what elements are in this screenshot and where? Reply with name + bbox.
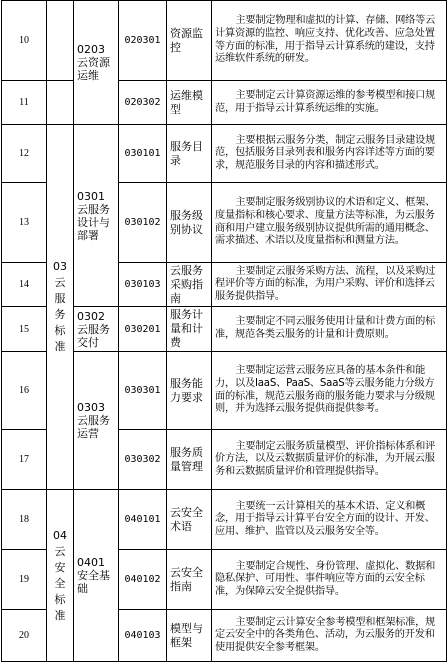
standard-name: 云服务采购指南: [167, 263, 212, 307]
standard-name: 资源监控: [167, 1, 212, 81]
table-row: [2, 125, 447, 183]
subcategory-cell: 0203云资源运维: [74, 1, 119, 125]
standard-description: 主要制定云计算安全参考模型和框架标准，规定云安全中的各类角色、活动，为云服务的开发和使用提供安全参考框架。: [212, 610, 447, 662]
standard-code: 040102: [119, 550, 167, 610]
standard-code: 030101: [119, 125, 167, 183]
standard-code: 040103: [119, 610, 167, 662]
standard-code: 040101: [119, 490, 167, 550]
subcategory-cell: 0303云服务运营: [74, 352, 119, 490]
standard-code: 030103: [119, 263, 167, 307]
standard-description: 主要制定服务级别协议的术语和定义、框架、度量指标和核心要求、度量方法等标准，为云服务商和用户建立服务级别协议提供所需的通用概念、需求描述、术语以及度量指标和测量方法。: [212, 183, 447, 263]
standard-name: 服务计量和计费: [167, 307, 212, 352]
standard-description: 主要制定合规性、身份管理、虚拟化、数据和隐私保护、可用性、事件响应等方面的云安全标准，为保障云安全提供指导。: [212, 550, 447, 610]
table-row: [2, 490, 447, 550]
standard-name: 服务质量管理: [167, 430, 212, 490]
standard-description: 主要制定云计算资源运维的参考模型和接口规范，用于指导云计算系统运维的实施。: [212, 81, 447, 125]
standard-code: 030102: [119, 183, 167, 263]
subcategory-cell: 0302云服务交付: [74, 307, 119, 352]
category-cell: 03云服务标准: [47, 125, 74, 490]
standard-description: 主要制定云服务采购方法、流程，以及采购过程评价等方面的标准，为用户采购、评价和选择云服务提供指导。: [212, 263, 447, 307]
standard-code: 030302: [119, 430, 167, 490]
standard-name: 服务能力要求: [167, 352, 212, 430]
row-number: 15: [2, 307, 47, 352]
standard-name: 服务级别协议: [167, 183, 212, 263]
row-number: 18: [2, 490, 47, 550]
row-number: 16: [2, 352, 47, 430]
standard-name: 云安全指南: [167, 550, 212, 610]
row-number: 10: [2, 1, 47, 81]
standard-code: 020302: [119, 81, 167, 125]
row-number: 17: [2, 430, 47, 490]
standard-name: 服务目录: [167, 125, 212, 183]
standard-code: 020301: [119, 1, 167, 81]
row-number: 14: [2, 263, 47, 307]
standard-code: 030301: [119, 352, 167, 430]
standard-description: 主要制定云服务质量模型、评价指标体系和评价方法，以及云数据质量评价的标准，为开展云服务和云数据质量评价和管理提供指导。: [212, 430, 447, 490]
standard-description: 主要制定运营云服务应具备的基本条件和能力，以及IaaS、PaaS、SaaS等云服务能力分级方面的标准，规范云服务商的服务能力要求与分级规则，并为选择云服务提供商提供参考。: [212, 352, 447, 430]
standard-description: 主要统一云计算相关的基本术语、定义和概念，用于指导云计算平台安全方面的设计、开发、应用、维护、监管以及云服务安全等。: [212, 490, 447, 550]
category-cell-empty: [47, 1, 74, 81]
standard-description: 主要根据云服务分类，制定云服务目录建设规范，包括服务目录列表和服务内容详述等方面的要求，规范服务目录的内容和描述形式。: [212, 125, 447, 183]
standard-description: 主要制定不同云服务使用计量和计费方面的标准，规范各类云服务的计量和计费原则。: [212, 307, 447, 352]
category-cell: 04云安全标准: [47, 490, 74, 662]
subcategory-cell: 0301云服务设计与部署: [74, 125, 119, 307]
row-number: 13: [2, 183, 47, 263]
table-row: [2, 81, 447, 125]
category-cell-empty: [47, 81, 74, 125]
subcategory-cell: 0401安全基础: [74, 490, 119, 662]
row-number: 12: [2, 125, 47, 183]
standard-description: 主要制定物理和虚拟的计算、存储、网络等云计算资源的监控、响应支持、优化改善、应急处置等方面的标准，用于指导云计算系统的建设，支持运维软件系统的研发。: [212, 1, 447, 81]
standard-name: 云安全术语: [167, 490, 212, 550]
standard-name: 运维模型: [167, 81, 212, 125]
row-number: 19: [2, 550, 47, 610]
table-row: [2, 1, 447, 81]
row-number: 11: [2, 81, 47, 125]
row-number: 20: [2, 610, 47, 662]
standard-name: 模型与框架: [167, 610, 212, 662]
standards-table: [1, 0, 447, 662]
standard-code: 030201: [119, 307, 167, 352]
